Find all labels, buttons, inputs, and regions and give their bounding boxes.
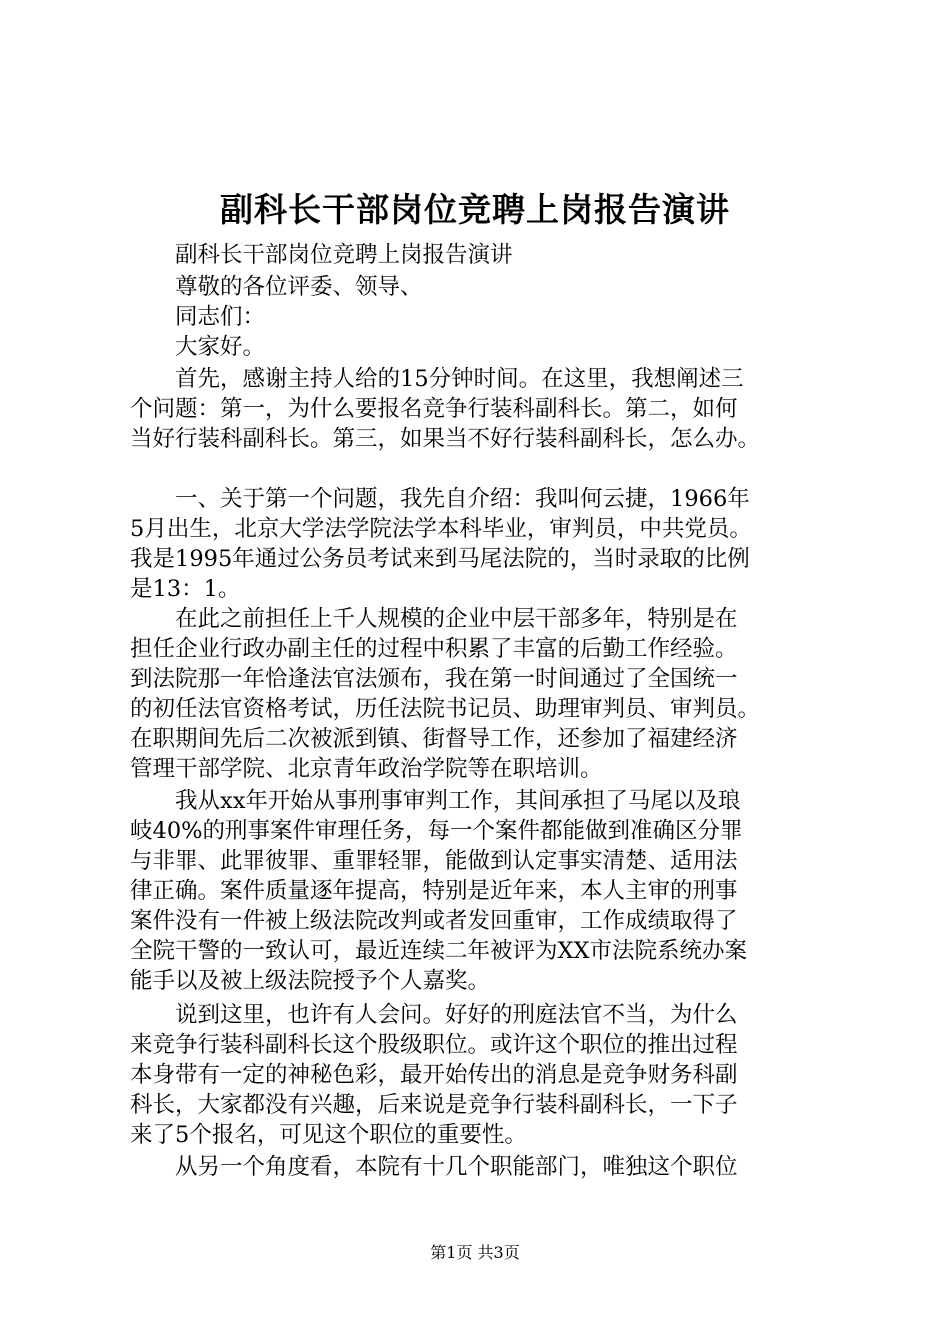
paragraph-line: 首先，感谢主持人给的15分钟时间。在这里，我想阐述三 [130, 366, 744, 392]
paragraph-line: 的初任法官资格考试，历任法院书记员、助理审判员、审判员。 [130, 696, 761, 722]
paragraph-line: 同志们： [130, 304, 266, 330]
paragraph-line: 与非罪、此罪彼罪、重罪轻罪，能做到认定事实清楚、适用法 [130, 848, 738, 874]
paragraph-line: 我从xx年开始从事刑事审判工作，其间承担了马尾以及琅 [130, 788, 741, 814]
paragraph-line: 来了5个报名，可见这个职位的重要性。 [130, 1122, 527, 1148]
paragraph-line: 大家好。 [130, 334, 266, 360]
paragraph-line: 律正确。案件质量逐年提高，特别是近年来，本人主审的刑事 [130, 878, 738, 904]
paragraph-line: 全院干警的一致认可，最近连续二年被评为XX市法院系统办案 [130, 938, 748, 964]
paragraph-line: 一、关于第一个问题，我先自介绍：我叫何云捷，1966年 [130, 486, 750, 512]
paragraph-line: 5月出生，北京大学法学院法学本科毕业，审判员，中共党员。 [130, 516, 752, 542]
paragraph-line: 案件没有一件被上级法院改判或者发回重审，工作成绩取得了 [130, 908, 738, 934]
paragraph-line: 副科长干部岗位竞聘上岗报告演讲 [130, 242, 513, 268]
paragraph-line: 本身带有一定的神秘色彩，最开始传出的消息是竞争财务科副 [130, 1062, 738, 1088]
paragraph-line: 岐40%的刑事案件审理任务，每一个案件都能做到准确区分罪 [130, 818, 743, 844]
paragraph-line: 在此之前担任上千人规模的企业中层干部多年，特别是在 [130, 606, 738, 632]
paragraph-line: 在职期间先后二次被派到镇、街督导工作，还参加了福建经济 [130, 726, 738, 752]
paragraph-line: 管理干部学院、北京青年政治学院等在职培训。 [130, 756, 603, 782]
paragraph-line: 当好行装科副科长。第三，如果当不好行装科副科长，怎么办。 [130, 426, 761, 452]
paragraph-line: 科长，大家都没有兴趣，后来说是竞争行装科副科长，一下子 [130, 1092, 738, 1118]
paragraph-line: 说到这里，也许有人会问。好好的刑庭法官不当，为什么 [130, 1002, 738, 1028]
paragraph-line: 尊敬的各位评委、领导、 [130, 274, 423, 300]
paragraph-line: 我是1995年通过公务员考试来到马尾法院的，当时录取的比例 [130, 546, 750, 572]
paragraph-line: 到法院那一年恰逢法官法颁布，我在第一时间通过了全国统一 [130, 666, 738, 692]
paragraph-line: 担任企业行政办副主任的过程中积累了丰富的后勤工作经验。 [130, 636, 738, 662]
paragraph-line: 是13：1。 [130, 576, 241, 602]
paragraph-line: 能手以及被上级法院授予个人嘉奖。 [130, 968, 491, 994]
paragraph-line: 从另一个角度看，本院有十几个职能部门，唯独这个职位 [130, 1154, 738, 1180]
paragraph-line: 来竞争行装科副科长这个股级职位。或许这个职位的推出过程 [130, 1032, 738, 1058]
page-footer: 第1页 共3页 [430, 1243, 520, 1262]
paragraph-line: 个问题：第一，为什么要报名竞争行装科副科长。第二，如何 [130, 396, 738, 422]
document-title: 副科长干部岗位竞聘上岗报告演讲 [220, 190, 730, 229]
